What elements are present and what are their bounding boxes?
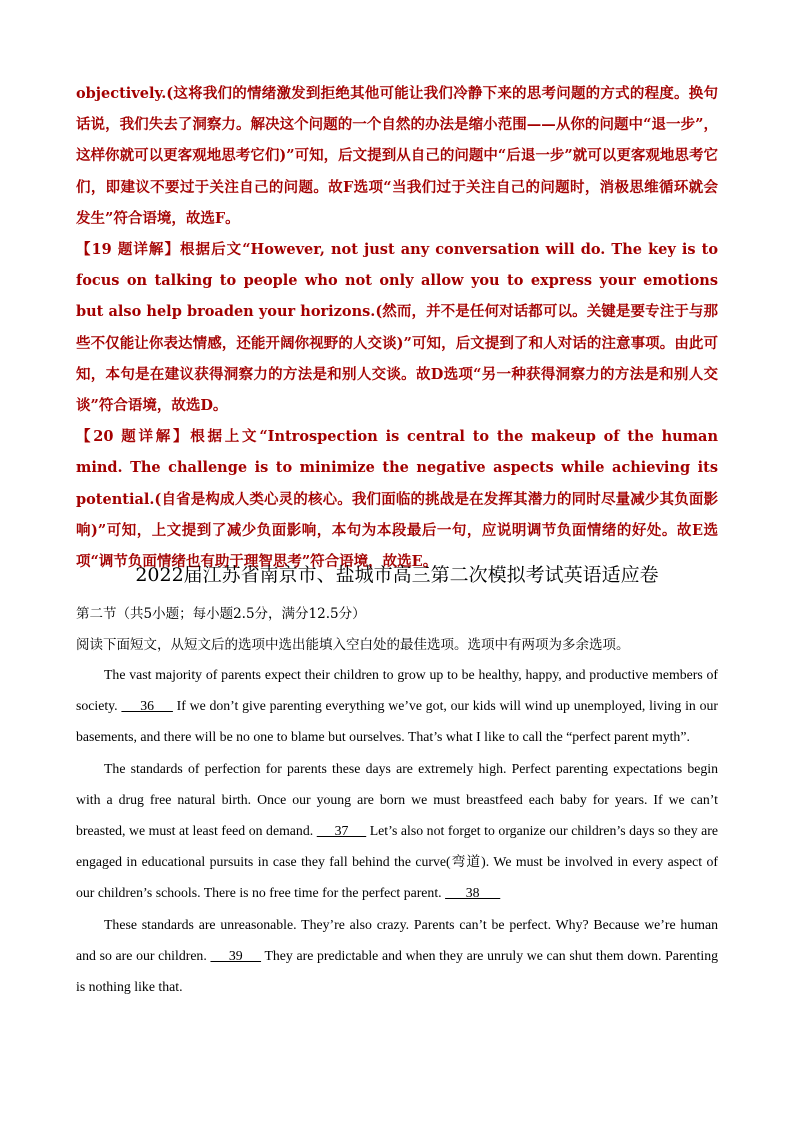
question-19-tag: 【19 题详解】 [76, 241, 181, 259]
question-20-tag: 【20 题详解】 [76, 428, 191, 446]
paragraph-2-text-b: Let’s also not forget to organize our children’s days so they are engaged in educational pursuits in case they fall behind the curve(弯道). We must be involved in every aspect of our children’s schools. There is no free time for the perfect parent. [76, 823, 719, 901]
explanation-20 [76, 421, 718, 577]
paragraph-1-text-b: If we don’t give parenting everything we’ve got, our kids will wind up unemployed, living in our basements, and there will be no one to blame but ourselves. That’s what I like to call the “perfect parent myth”. [76, 698, 718, 745]
paragraph-3-text-a: These standards are unreasonable. They’re also crazy. Parents can’t be perfect. Why? Because we’re human and so are our children. [76, 916, 718, 963]
question-20-text: 根据上文“Introspection is central to the makeup of the human mind. The challenge is to minimize the negative aspects while achieving its potential.(自省是构成人类心灵的核心。我们面临的挑战是在发挥其潜力的同时尽量减少其负面影响)”可知，上文提到了减少负面影响，本句为本段最后一句，应说明调节负面情绪的好处。故E选项“调节负面情绪也有助于理智思考”符合语境，故选E。 [76, 428, 718, 571]
paragraph-1 [76, 659, 718, 753]
question-19-text: 根据后文“However, not just any conversation will do. The key is to focus on talking to people who not only allow you to express your emotions but also help broaden your horizons.(然而，并不是任何对话都可以。关键是要专注于与那些不仅能让你表达情感，还能开阔你视野的人交谈)”可知，后文提到了和人对话的注意事项。由此可知，本句是在建议获得洞察力的方法是和别人交谈。故D选项“另一种获得洞察力的方法是和别人交谈”符合语境，故选D。 [76, 241, 718, 415]
blank-37: 37 [316, 823, 367, 839]
section-heading: 第二节（共5小题；每小题2.5分，满分12.5分） [76, 606, 366, 622]
blank-39: 39 [210, 947, 262, 963]
answer-explanations [76, 78, 718, 577]
blank-36: 36 [121, 698, 173, 714]
paragraph-3-text-b: They are predictable and when they are unruly we can shut them down. Parenting is nothing like that. [76, 947, 718, 995]
paragraph-2 [76, 753, 718, 909]
reading-passage [76, 659, 718, 1002]
exam-title: 2022届江苏省南京市、盐城市高三第二次模拟考试英语适应卷 [135, 564, 659, 586]
blank-38: 38 [445, 885, 501, 901]
explanation-19 [76, 234, 718, 421]
explanation-18-tail: objectively.(这将我们的情绪激发到拒绝其他可能让我们冷静下来的思考问题的方式的程度。换句话说，我们失去了洞察力。解决这个问题的一个自然的办法是缩小范围——从你的问题中“退一步”，这样你就可以更客观地思考它们)”可知，后文提到从自己的问题中“后退一步”就可以更客观地思考它们，即建议不要过于关注自己的问题。故F选项“当我们过于关注自己的问题时，消极思维循环就会发生”符合语境，故选F。 [76, 85, 718, 227]
paragraph-2-text-a: The standards of perfection for parents these days are extremely high. Perfect parenting expectations begin with a drug free natural birth. Once our young are born we must breastfeed each baby for years. If we can’t breasted, we must at least feed on demand. [76, 760, 718, 839]
paragraph-3 [76, 909, 718, 1003]
section-instruction: 阅读下面短文，从短文后的选项中选出能填入空白处的最佳选项。选项中有两项为多余选项。 [76, 637, 630, 653]
paragraph-1-text-a: The vast majority of parents expect their children to grow up to be healthy, happy, and productive members of society. [76, 667, 718, 714]
